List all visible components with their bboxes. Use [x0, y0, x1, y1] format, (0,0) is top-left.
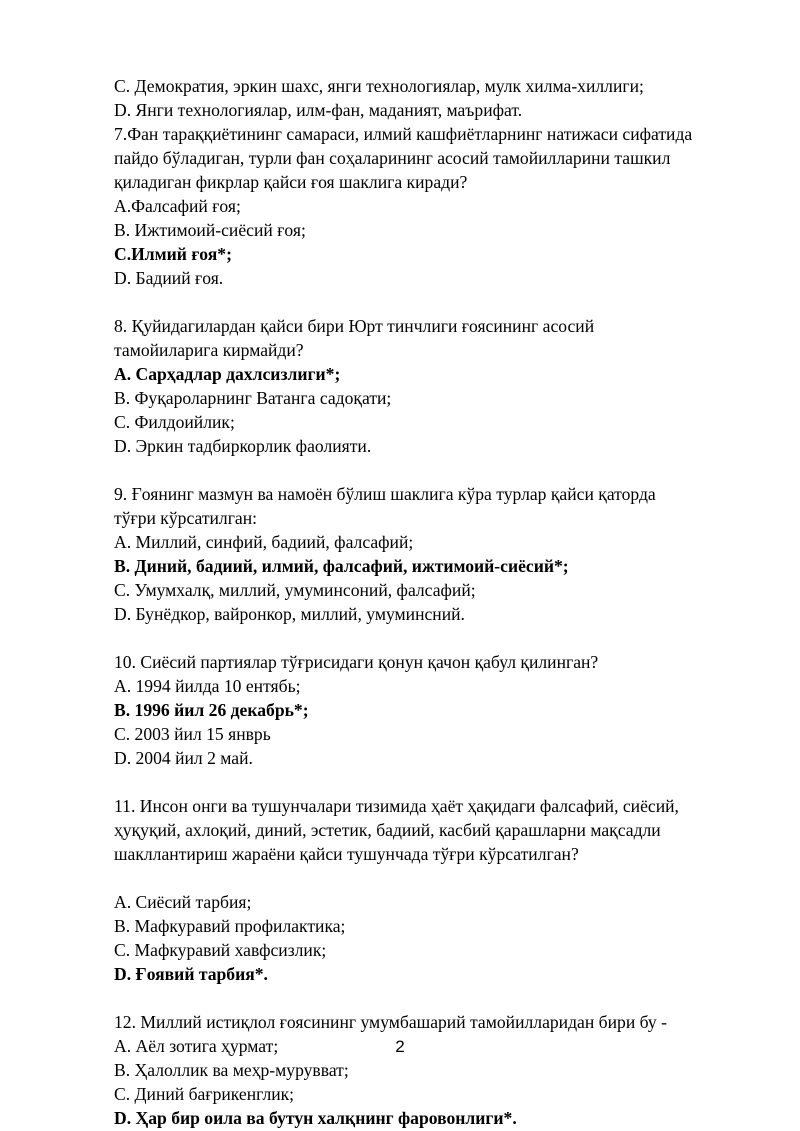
spacer — [114, 986, 754, 1010]
answer-option: A. Аёл зотига ҳурмат; — [114, 1036, 279, 1056]
answer-option: C. Мафкуравий хавфсизлик; — [114, 940, 327, 960]
question-text: 11. Инсон онги ва тушунчалари тизимида ҳаёт ҳақидаги фалсафий, сиёсий, — [114, 796, 679, 816]
question-10 — [114, 650, 754, 770]
answer-option: D. 2004 йил 2 май. — [114, 748, 253, 768]
answer-option: B. Ҳалоллик ва меҳр-мурувват; — [114, 1060, 349, 1080]
answer-option: B. Ижтимоий-сиёсий ғоя; — [114, 220, 306, 240]
answer-option: B. Мафкуравий профилактика; — [114, 916, 346, 936]
answer-option: A.Фалсафий ғоя; — [114, 196, 241, 216]
question-11 — [114, 794, 754, 986]
answer-option: A. Миллий, синфий, бадиий, фалсафий; — [114, 532, 414, 552]
correct-answer-option: D. Ғоявий тарбия*. — [114, 964, 268, 984]
question-text: 12. Миллий истиқлол ғоясининг умумбашарий тамойилларидан бири бу - — [114, 1012, 667, 1032]
correct-answer-option: A. Сарҳадлар дахлсизлиги*; — [114, 364, 341, 384]
spacer — [114, 290, 754, 314]
answer-option: C. 2003 йил 15 янврь — [114, 724, 271, 744]
correct-answer-option: C.Илмий ғоя*; — [114, 244, 232, 264]
page-number: 2 — [395, 1037, 405, 1056]
question-7 — [114, 122, 754, 290]
question-text: пайдо бўладиган, турли фан соҳаларининг асосий тамойилларини ташкил — [114, 148, 671, 168]
question-9 — [114, 482, 754, 626]
answer-option: C. Диний бағрикенглик; — [114, 1084, 295, 1104]
spacer — [114, 626, 754, 650]
document-page — [114, 74, 754, 1130]
answer-option: C. Филдоийлик; — [114, 412, 235, 432]
correct-answer-option: D. Ҳар бир оила ва бутун халқнинг фаровонлиги*. — [114, 1108, 517, 1128]
question-text: 10. Сиёсий партиялар тўғрисидаги қонун қачон қабул қилинган? — [114, 652, 599, 672]
text-line: D. Янги технологиялар, илм-фан, маданият, маърифат. — [114, 100, 523, 120]
answer-option: D. Бунёдкор, вайронкор, миллий, умуминсний. — [114, 604, 465, 624]
question-text: 7.Фан тараққиётининг самараси, илмий кашфиётларнинг натижаси сифатида — [114, 124, 693, 144]
question-text: қиладиган фикрлар қайси ғоя шаклига киради? — [114, 172, 468, 192]
answer-option: A. 1994 йилда 10 ентябь; — [114, 676, 301, 696]
spacer — [114, 458, 754, 482]
correct-answer-option: B. Диний, бадиий, илмий, фалсафий, ижтимоий-сиёсий*; — [114, 556, 569, 576]
answer-option: A. Сиёсий тарбия; — [114, 892, 252, 912]
answer-option: D. Эркин тадбиркорлик фаолияти. — [114, 436, 372, 456]
answer-option: B. Фуқароларнинг Ватанга садоқати; — [114, 388, 392, 408]
question-text: ҳуқуқий, ахлоқий, диний, эстетик, бадиий, касбий қарашларни мақсадли — [114, 820, 661, 840]
question-text: шакллантириш жараёни қайси тушунчада тўғри кўрсатилган? — [114, 844, 579, 864]
question-text: 9. Ғоянинг мазмун ва намоён бўлиш шаклига кўра турлар қайси қаторда — [114, 484, 656, 504]
text-line: C. Демократия, эркин шахс, янги технологиялар, мулк хилма-хиллиги; — [114, 76, 644, 96]
question-text: тамойиларига кирмайди? — [114, 340, 304, 360]
question-12 — [114, 1010, 754, 1130]
correct-answer-option: B. 1996 йил 26 декабрь*; — [114, 700, 309, 720]
answer-option: C. Умумхалқ, миллий, умуминсоний, фалсафий; — [114, 580, 476, 600]
question-8 — [114, 314, 754, 458]
spacer — [114, 770, 754, 794]
question-text: тўғри кўрсатилган: — [114, 508, 258, 528]
answer-option: D. Бадиий ғоя. — [114, 268, 224, 288]
spacer — [114, 866, 754, 890]
question-text: 8. Қуйидагилардан қайси бири Юрт тинчлиги ғоясининг асосий — [114, 316, 595, 336]
